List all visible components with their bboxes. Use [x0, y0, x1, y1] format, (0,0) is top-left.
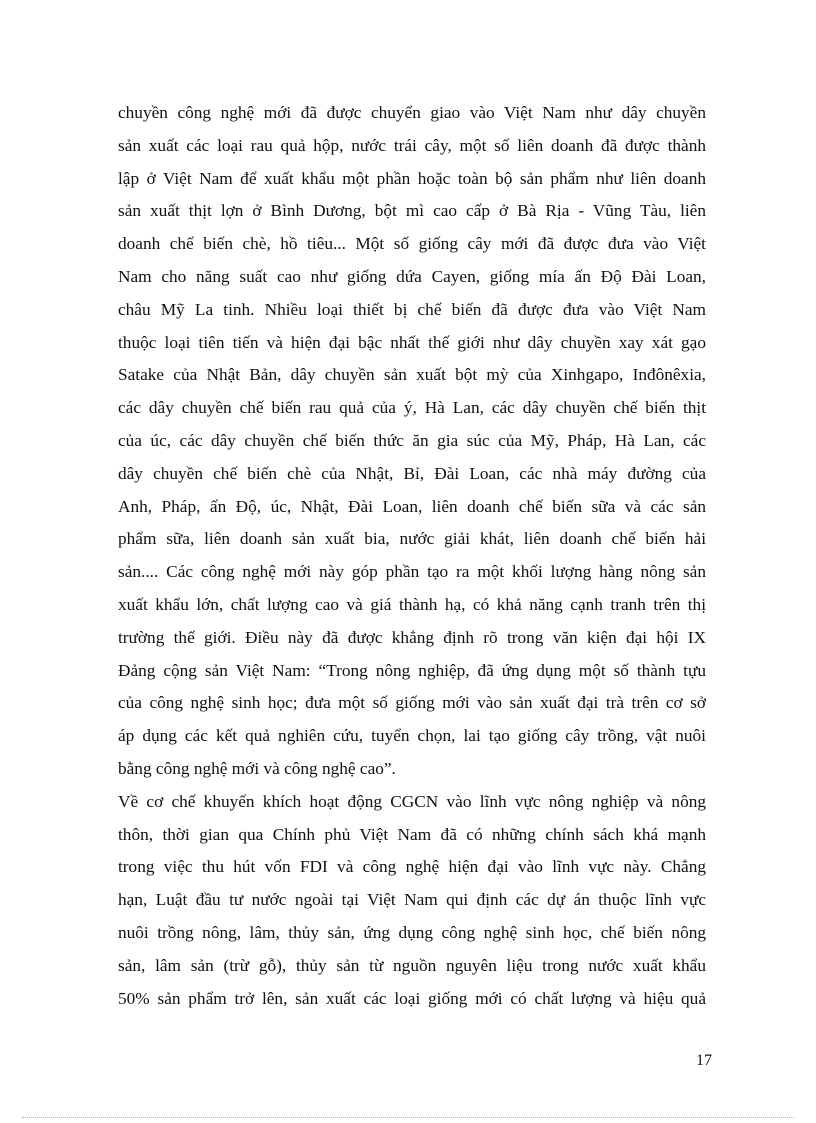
text-line: áp dụng các kết quả nghiên cứu, tuyển chọn, lai tạo giống cây trồng, vật nuôi	[118, 726, 706, 746]
text-line: phẩm sữa, liên doanh sản xuất bia, nước giải khát, liên doanh chế biến hải	[118, 529, 706, 549]
text-line: sản, lâm sản (trừ gỗ), thủy sản từ nguồn nguyên liệu trong nước xuất khẩu	[118, 955, 706, 975]
text-line: Anh, Pháp, ấn Độ, úc, Nhật, Đài Loan, liên doanh chế biến sữa và các sản	[118, 496, 706, 516]
text-line: của úc, các dây chuyền chế biến thức ăn gia súc của Mỹ, Pháp, Hà Lan, các	[118, 430, 706, 450]
text-line: lập ở Việt Nam để xuất khẩu một phần hoặc toàn bộ sản phẩm như liên doanh	[118, 168, 706, 188]
text-line: thôn, thời gian qua Chính phủ Việt Nam đã có những chính sách khá mạnh	[118, 824, 706, 844]
page-bottom-divider	[22, 1117, 794, 1118]
text-line: thuộc loại tiên tiến và hiện đại bậc nhất thế giới như dây chuyền xay xát gạo	[118, 332, 706, 352]
text-line: trong việc thu hút vốn FDI và công nghệ hiện đại vào lĩnh vực này. Chẳng	[118, 857, 706, 877]
text-line: dây chuyền chế biến chè của Nhật, Bỉ, Đài Loan, các nhà máy đường của	[118, 463, 706, 483]
text-line: trường thế giới. Điều này đã được khẳng định rõ trong văn kiện đại hội IX	[118, 627, 706, 647]
text-line: doanh chế biến chè, hồ tiêu... Một số giống cây mới đã được đưa vào Việt	[118, 234, 706, 254]
text-line: sản xuất thịt lợn ở Bình Dương, bột mì cao cấp ở Bà Rịa - Vũng Tàu, liên	[118, 201, 706, 221]
text-line: xuất khẩu lớn, chất lượng cao và giá thành hạ, có khả năng cạnh tranh trên thị	[118, 594, 706, 614]
text-line: châu Mỹ La tinh. Nhiều loại thiết bị chế biến đã được đưa vào Việt Nam	[118, 299, 706, 319]
text-line: 50% sản phẩm trở lên, sản xuất các loại giống mới có chất lượng và hiệu quả	[118, 988, 706, 1008]
page-number: 17	[696, 1052, 712, 1069]
text-line: của công nghệ sinh học; đưa một số giống mới vào sản xuất đại trà trên cơ sở	[118, 693, 706, 713]
text-line: Đảng cộng sản Việt Nam: “Trong nông nghiệp, đã ứng dụng một số thành tựu	[118, 660, 706, 680]
text-line: Về cơ chế khuyến khích hoạt động CGCN vào lĩnh vực nông nghiệp và nông	[118, 791, 706, 811]
text-line: sản.... Các công nghệ mới này góp phần tạo ra một khối lượng hàng nông sản	[118, 562, 706, 582]
text-line: bằng công nghệ mới và công nghệ cao”.	[118, 758, 396, 778]
text-line: nuôi trồng nông, lâm, thủy sản, ứng dụng công nghệ sinh học, chế biến nông	[118, 922, 706, 942]
text-line: sản xuất các loại rau quả hộp, nước trái cây, một số liên doanh đã được thành	[118, 135, 706, 155]
text-line: hạn, Luật đầu tư nước ngoài tại Việt Nam qui định các dự án thuộc lĩnh vực	[118, 890, 706, 910]
text-line: chuyền công nghệ mới đã được chuyển giao vào Việt Nam như dây chuyền	[118, 103, 706, 122]
text-line: Nam cho năng suất cao như giống dứa Cayen, giống mía ấn Độ Đài Loan,	[118, 266, 706, 286]
text-line: Satake của Nhật Bản, dây chuyền sản xuất bột mỳ của Xinhgapo, Inđônêxia,	[118, 365, 706, 385]
text-line: các dây chuyền chế biến rau quả của ý, Hà Lan, các dây chuyền chế biến thịt	[118, 398, 706, 418]
body-text	[118, 97, 706, 1015]
